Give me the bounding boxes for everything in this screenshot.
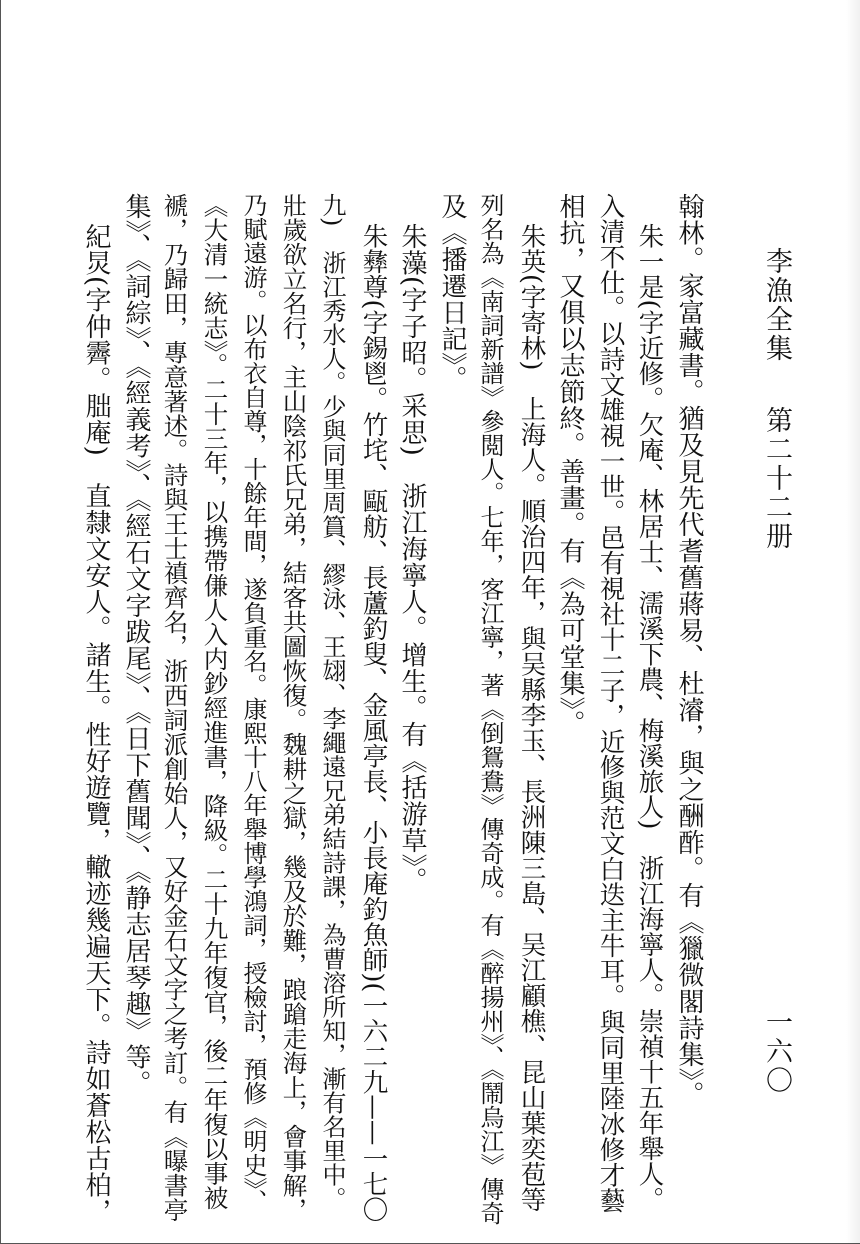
text-column: 紀炅(字仲霽。朏庵) 直隸文安人。諸生。性好遊覽，轍迹幾遍天下。詩如蒼松古柏， [81,223,111,1225]
text-column: 《大清一統志》。二十三年，以携帶傔人入内鈔經進書，降級。二十九年復官，後二年復以事被 [200,193,230,1210]
text-column: 入清不仕。以詩文雄視一世。邑有視社十二子，近修與范文白迭主牛耳。與同里陸冰修才藝 [595,193,626,1213]
text-column: 乃賦遠游。以布衣自尊，十餘年間，遂負重名。康熙十八年舉博學鴻詞，授檢討，預修《明史》、 [239,193,267,1213]
text-column: 朱藻(字子昭。采思) 浙江海寧人。增生。有《括游草》。 [397,223,427,894]
text-column: 朱英(字寄林) 上海人。順治四年，與吴縣李玉、長洲陳三島、吴江顧樵、昆山葉奕苞等 [516,223,547,1212]
text-column: 壯歲欲立名行，主山陰祁氏兄弟，結客共圖恢復。魏耕之獄，幾及於難，踉蹌走海上，會事解， [279,193,309,1222]
spine-shadow [846,0,860,1244]
page-number: 一六〇 [761,1008,792,1095]
text-column: 九) 浙江秀水人。少與同里周篔、繆泳、王翃、李繩遠兄弟結詩課，為曹溶所知，漸有名里中。 [318,193,346,1211]
book-title: 李漁全集 [761,247,792,363]
volume-label: 第二十二册 [761,406,792,551]
text-column: 集》、《詞綜》、《經義考》、《經石文字跋尾》、《日下舊聞》、《静志居琴趣》等。 [121,193,151,1097]
text-column: 列名為《南詞新譜》參閲人。七年，客江寧，著《倒鴛鴦》傳奇成。有《醉揚州》、《鬧烏江》傳奇 [476,193,504,1225]
text-column: 褫，乃歸田，專意著述。詩與王士禛齊名，浙西詞派創始人，又好金石文字之考訂。有《曝書亭 [160,193,190,1222]
text-column: 及《播遷日記》。 [437,193,467,392]
text-column: 相抗，又俱以志節終。善畫。有《為可堂集》。 [555,193,585,737]
text-column: 朱彝尊(字錫鬯。竹垞、甌舫、長蘆釣叟、金風亭長、小長庵釣魚師)(一六二九——一七〇 [358,223,389,1222]
text-column: 朱一是(字近修。欠庵、林居士、濡溪下農、梅溪旅人) 浙江海寧人。崇禎十五年舉人。 [634,223,665,1212]
text-column: 翰林。家富藏書。猶及見先代耆舊蔣易、杜濬，與之酬酢。有《獵微閣詩集》。 [674,193,704,1108]
